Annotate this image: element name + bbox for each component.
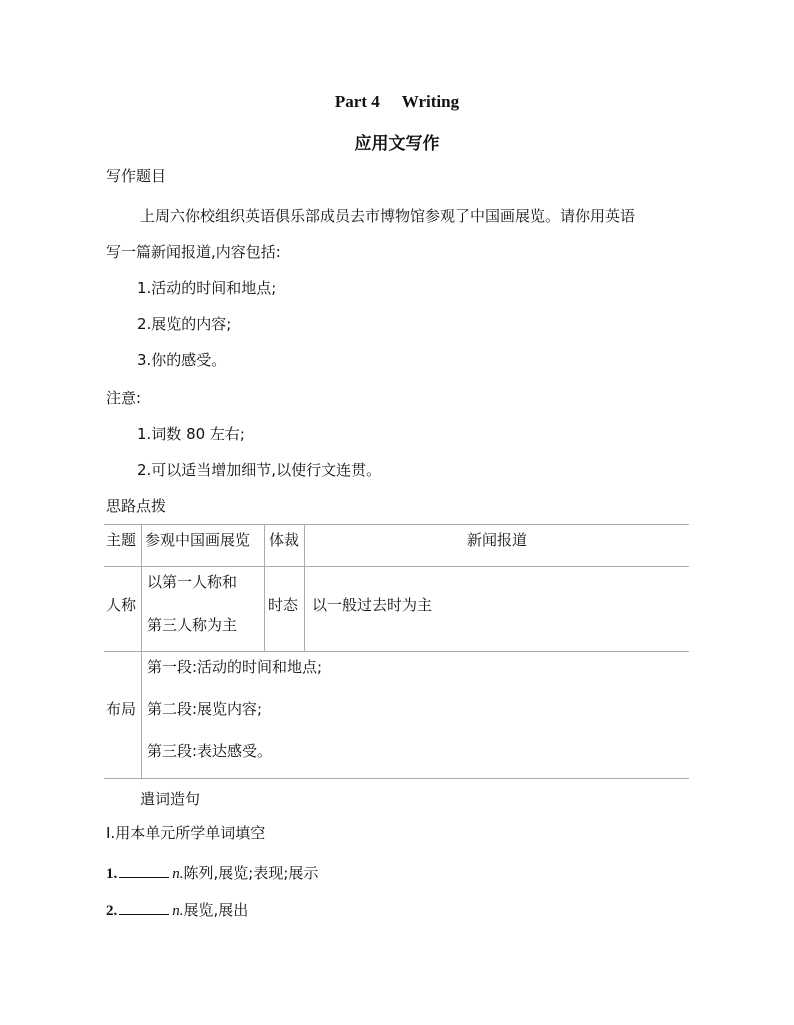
note-2: 2.可以适当增加细节,以使行文连贯。	[137, 461, 382, 479]
outline-table	[104, 524, 689, 779]
table-cell-person-value-line2: 第三人称为主	[147, 616, 238, 634]
notes-heading: 注意:	[106, 389, 142, 407]
part-label: Part 4	[334, 92, 380, 111]
part-of-speech: n.	[172, 866, 184, 882]
vocab-item-1	[106, 863, 318, 884]
table-cell-theme-label: 主题	[106, 531, 137, 549]
page-subtitle: 应用文写作	[354, 134, 440, 154]
section-label: Writing	[401, 92, 460, 111]
vocab-item-2	[106, 900, 248, 921]
table-rule	[104, 778, 689, 779]
vocab-item-meaning: 陈列,展览;表现;展示	[183, 864, 319, 882]
table-cell-layout-para1: 第一段:活动的时间和地点;	[147, 658, 323, 676]
table-cell-genre-value: 新闻报道	[466, 531, 527, 549]
table-cell-person-label: 人称	[106, 596, 137, 614]
note-1: 1.词数 80 左右;	[137, 425, 245, 443]
part-of-speech: n.	[172, 903, 184, 919]
table-cell-layout-label: 布局	[106, 700, 137, 718]
table-divider	[264, 524, 265, 651]
table-rule	[104, 651, 689, 652]
vocab-heading: 遣词造句	[140, 790, 201, 808]
task-prompt-line2: 写一篇新闻报道,内容包括:	[106, 243, 281, 261]
table-rule	[104, 566, 689, 567]
task-point-2: 2.展览的内容;	[137, 315, 232, 333]
page-title	[0, 92, 794, 112]
table-cell-genre-label: 体裁	[269, 531, 300, 549]
table-cell-theme-value: 参观中国画展览	[145, 531, 251, 549]
table-cell-person-value-line1: 以第一人称和	[147, 573, 238, 591]
answer-blank[interactable]	[119, 900, 169, 915]
table-cell-tense-label: 时态	[268, 596, 299, 614]
table-cell-tense-value: 以一般过去时为主	[312, 596, 433, 614]
table-cell-layout-para2: 第二段:展览内容;	[147, 700, 263, 718]
vocab-item-number: 1.	[106, 866, 118, 882]
task-point-3: 3.你的感受。	[137, 351, 227, 369]
table-cell-layout-para3: 第三段:表达感受。	[147, 742, 273, 760]
table-divider	[141, 524, 142, 778]
task-heading: 写作题目	[106, 167, 167, 185]
vocab-item-meaning: 展览,展出	[183, 901, 249, 919]
guide-heading: 思路点拨	[106, 497, 167, 515]
table-rule	[104, 524, 689, 525]
task-point-1: 1.活动的时间和地点;	[137, 279, 277, 297]
vocab-item-number: 2.	[106, 903, 118, 919]
vocab-section-title: Ⅰ.用本单元所学单词填空	[106, 824, 266, 842]
answer-blank[interactable]	[119, 863, 169, 878]
task-prompt-line1: 上周六你校组织英语俱乐部成员去市博物馆参观了中国画展览。请你用英语	[140, 207, 636, 225]
